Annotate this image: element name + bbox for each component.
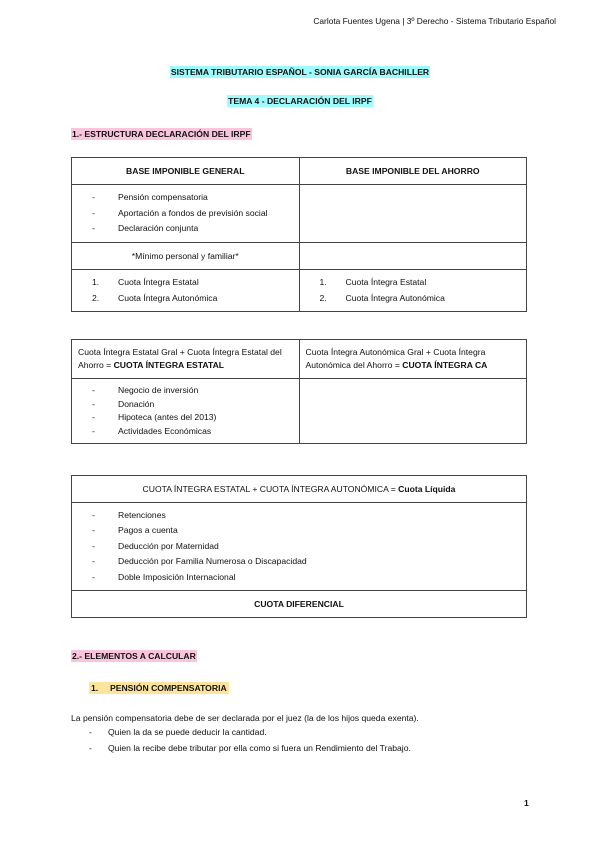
list-item: 2. Cuota Íntegra Autonómica (319, 292, 445, 303)
list-item: - Quien la da se puede deducir la cantidad. (89, 727, 267, 737)
section-heading-2: 2.- ELEMENTOS A CALCULAR (72, 651, 196, 661)
list-item: - Actividades Económicas (92, 425, 212, 436)
estatal-cell: Cuota Íntegra Estatal Gral + Cuota Íntegra Estatal del Ahorro = CUOTA ÍNTEGRA ESTATAL (72, 340, 300, 379)
list-item: - Pagos a cuenta (92, 525, 178, 536)
minimo-cell: *Mínimo personal y familiar* (72, 243, 300, 270)
general-items-list (78, 190, 293, 237)
cuota-liquida-table (71, 475, 527, 618)
list-item: 1. Cuota Íntegra Estatal (319, 277, 427, 287)
document-title: SISTEMA TRIBUTARIO ESPAÑOL - SONIA GARCÍA BACHILLER (170, 67, 430, 77)
subsection-heading: 1. PENSIÓN COMPENSATORIA (91, 683, 227, 693)
col-header-ahorro: BASE IMPONIBLE DEL AHORRO (299, 158, 527, 185)
list-item: - Donación (92, 398, 155, 409)
cuota-integra-table (71, 339, 527, 444)
list-item: 2. Cuota Íntegra Autonómica (92, 292, 218, 303)
list-item: - Retenciones (92, 509, 166, 520)
ca-cell: Cuota Íntegra Autonómica Gral + Cuota Íntegra Autonómica del Ahorro = CUOTA ÍNTEGRA CA (299, 340, 527, 379)
page-number: 1 (524, 798, 529, 808)
cuota-liquida-header: CUOTA ÍNTEGRA ESTATAL + CUOTA ÍNTEGRA AUTONÓMICA = Cuota Líquida (72, 476, 527, 503)
section-heading-1: 1.- ESTRUCTURA DECLARACIÓN DEL IRPF (72, 129, 251, 139)
list-item: - Pensión compensatoria (92, 192, 208, 203)
bullet-list (71, 724, 411, 756)
list-item: - Aportación a fondos de previsión social (92, 207, 268, 218)
col-header-general: BASE IMPONIBLE GENERAL (72, 158, 300, 185)
list-item: - Negocio de inversión (92, 385, 199, 395)
list-item: 1. Cuota Íntegra Estatal (92, 277, 199, 287)
list-item: - Quien la recibe debe tributar por ella como si fuera un Rendimiento del Trabajo. (89, 743, 411, 753)
list-item: - Deducción por Familia Numerosa o Discapacidad (92, 556, 307, 567)
paragraph: La pensión compensatoria debe de ser declarada por el juez (la de los hijos queda exenta). (71, 713, 419, 723)
cuota-diferencial: CUOTA DIFERENCIAL (72, 591, 527, 618)
structure-table (71, 157, 527, 312)
running-header: Carlota Fuentes Ugena | 3º Derecho - Sistema Tributario Español (313, 16, 556, 26)
list-item: - Declaración conjunta (92, 223, 199, 234)
list-item: - Deducción por Maternidad (92, 540, 219, 551)
list-item: - Doble Imposición Internacional (92, 571, 236, 582)
list-item: - Hipoteca (antes del 2013) (92, 412, 217, 422)
topic-title: TEMA 4 - DECLARACIÓN DEL IRPF (228, 96, 372, 106)
